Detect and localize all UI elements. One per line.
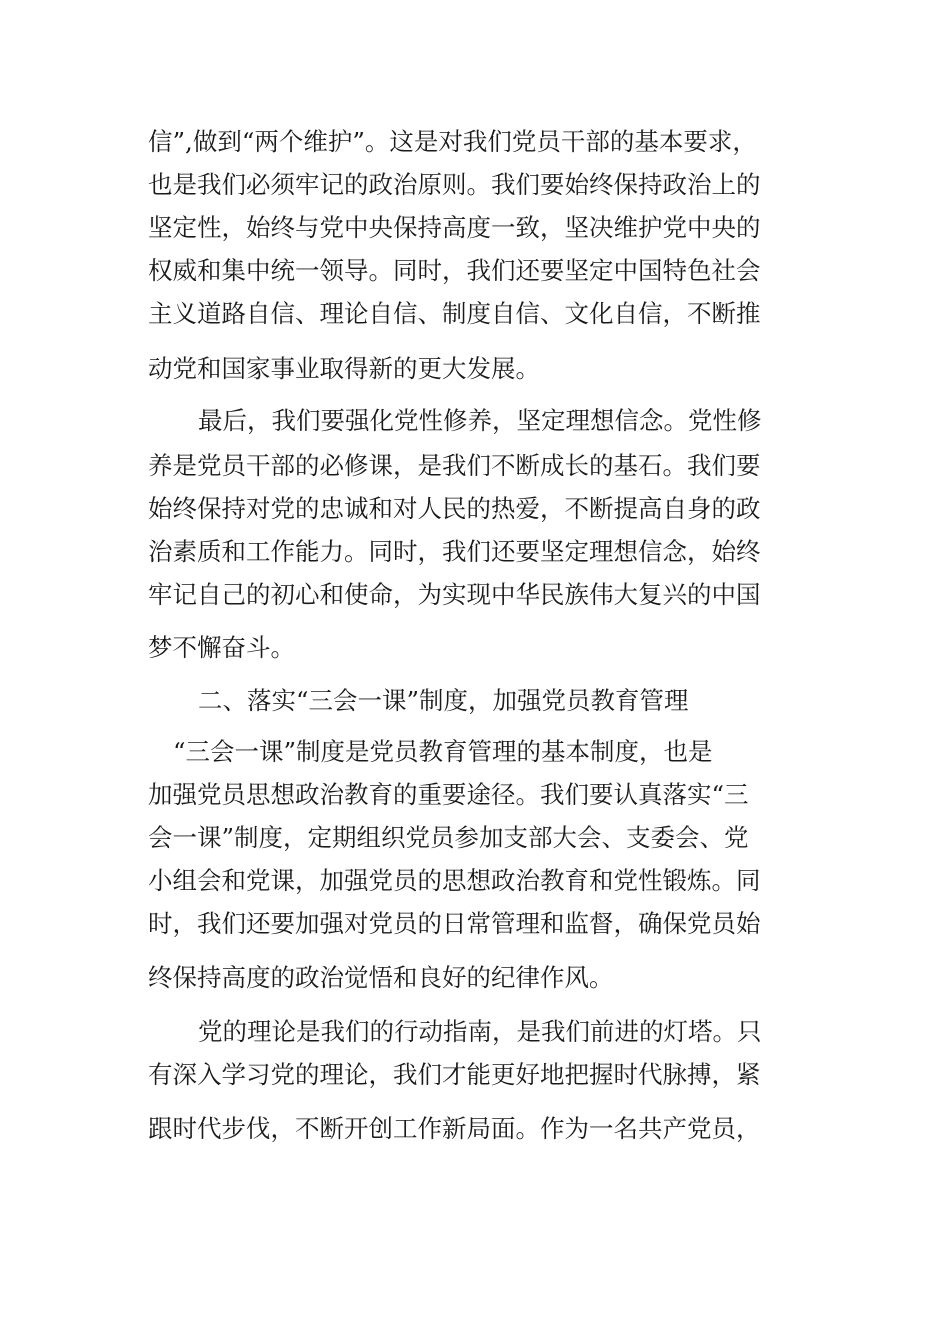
text-line: 主义道路自信、理论自信、制度自信、文化自信，不断推: [148, 299, 761, 328]
text-line: 始终保持对党的忠诚和对人民的热爱，不断提高自身的政: [148, 494, 761, 523]
text-line: 终保持高度的政治觉悟和良好的纪律作风。: [148, 963, 614, 992]
text-line: 党的理论是我们的行动指南，是我们前进的灯塔。只: [198, 1017, 762, 1046]
text-line: 时，我们还要加强对党员的日常管理和监督，确保党员始: [148, 909, 761, 938]
text-line: 坚定性，始终与党中央保持高度一致，坚决维护党中央的: [148, 213, 761, 242]
text-line: 治素质和工作能力。同时，我们还要坚定理想信念，始终: [148, 537, 761, 566]
text-line: 会一课”制度，定期组织党员参加支部大会、支委会、党: [148, 823, 749, 852]
text-line: 牢记自己的初心和使命，为实现中华民族伟大复兴的中国: [148, 580, 761, 609]
text-line: 加强党员思想政治教育的重要途径。我们要认真落实“三: [148, 780, 749, 809]
text-line: 跟时代步伐，不断开创工作新局面。作为一名共产党员，: [148, 1114, 761, 1143]
text-line: 有深入学习党的理论，我们才能更好地把握时代脉搏，紧: [148, 1060, 761, 1089]
text-line: 养是党员干部的必修课，是我们不断成长的基石。我们要: [148, 451, 761, 480]
text-line: 小组会和党课，加强党员的思想政治教育和党性锻炼。同: [148, 866, 761, 895]
text-line: 梦不懈奋斗。: [148, 633, 295, 662]
text-line: 最后，我们要强化党性修养，坚定理想信念。党性修: [198, 406, 762, 435]
text-line: 动党和国家事业取得新的更大发展。: [148, 354, 540, 383]
text-line: 信”,做到“两个维护”。这是对我们党员干部的基本要求，: [148, 127, 757, 156]
section-heading: 二、落实“三会一课”制度，加强党员教育管理: [198, 686, 689, 715]
text-line: “三会一课”制度是党员教育管理的基本制度，也是: [173, 737, 713, 766]
text-line: 也是我们必须牢记的政治原则。我们要始终保持政治上的: [148, 170, 761, 199]
text-line: 权威和集中统一领导。同时，我们还要坚定中国特色社会: [148, 256, 761, 285]
